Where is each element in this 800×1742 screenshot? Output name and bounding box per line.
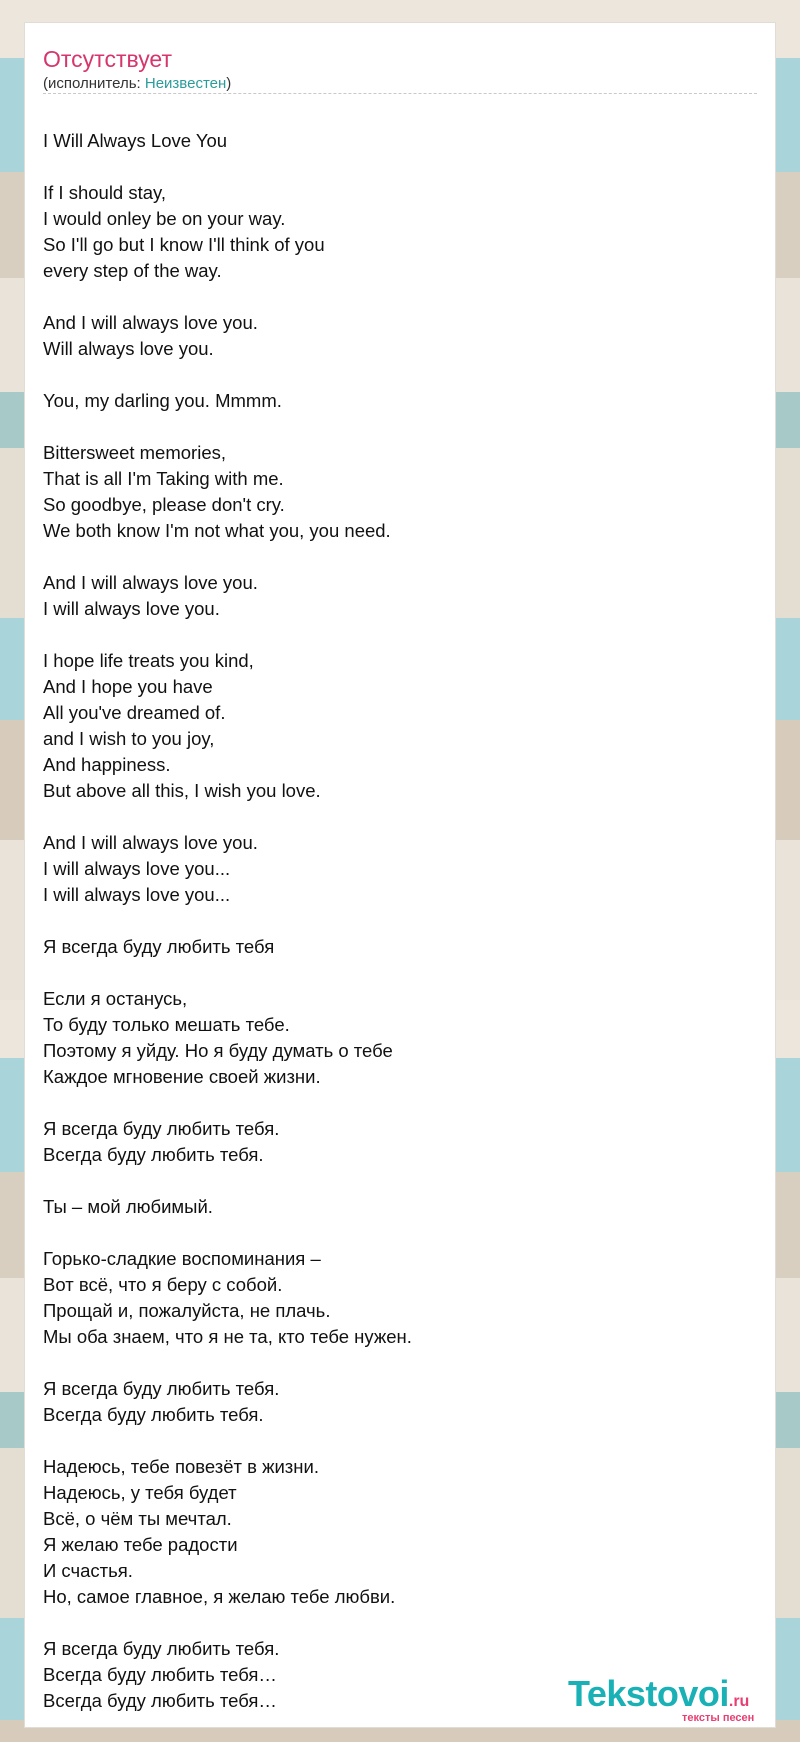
lyric-line: You, my darling you. Mmmm. bbox=[43, 390, 282, 411]
lyric-line: and I wish to you joy, bbox=[43, 728, 215, 749]
lyric-line: I Will Always Love You bbox=[43, 130, 228, 151]
lyric-line: If I should stay, bbox=[43, 182, 167, 203]
lyric-line bbox=[43, 1168, 757, 1194]
lyrics-text bbox=[43, 128, 757, 1714]
lyric-line: То буду только мешать тебе. bbox=[43, 1014, 290, 1035]
lyric-line: That is all I'm Taking with me. bbox=[43, 468, 284, 489]
lyric-line: И счастья. bbox=[43, 1560, 133, 1581]
lyric-line: Прощай и, пожалуйста, не плачь. bbox=[43, 1300, 331, 1321]
lyric-line: Но, самое главное, я желаю тебе любви. bbox=[43, 1586, 396, 1607]
lyric-line: I would onley be on your way. bbox=[43, 208, 286, 229]
lyric-line: I will always love you... bbox=[43, 858, 231, 879]
lyric-line: So I'll go but I know I'll think of you bbox=[43, 234, 325, 255]
lyrics-card bbox=[24, 22, 776, 1728]
lyric-line bbox=[43, 804, 757, 830]
lyric-line: I will always love you... bbox=[43, 884, 231, 905]
lyric-line: Мы оба знаем, что я не та, кто тебе нужен. bbox=[43, 1326, 412, 1347]
song-header bbox=[43, 45, 757, 94]
lyric-line: Will always love you. bbox=[43, 338, 214, 359]
lyric-line bbox=[43, 960, 757, 986]
lyric-line bbox=[43, 362, 757, 388]
lyric-line bbox=[43, 1428, 757, 1454]
lyric-line: All you've dreamed of. bbox=[43, 702, 226, 723]
lyric-line: Вот всё, что я беру с собой. bbox=[43, 1274, 283, 1295]
lyric-line: Если я останусь, bbox=[43, 988, 188, 1009]
lyric-line: every step of the way. bbox=[43, 260, 222, 281]
lyric-line bbox=[43, 622, 757, 648]
header-divider bbox=[43, 93, 757, 94]
lyric-line bbox=[43, 414, 757, 440]
lyric-line: Я всегда буду любить тебя. bbox=[43, 1378, 280, 1399]
lyric-line bbox=[43, 544, 757, 570]
lyric-line: Я желаю тебе радости bbox=[43, 1534, 238, 1555]
lyric-line: So goodbye, please don't cry. bbox=[43, 494, 285, 515]
logo-wordmark: Tekstovoi bbox=[568, 1673, 729, 1714]
site-logo[interactable] bbox=[568, 1673, 755, 1724]
artist-prefix: (исполнитель: bbox=[43, 75, 145, 92]
logo-tld: .ru bbox=[728, 1693, 750, 1710]
lyric-line: Всегда буду любить тебя… bbox=[43, 1664, 277, 1685]
lyric-line: Всегда буду любить тебя. bbox=[43, 1404, 264, 1425]
lyric-line: We both know I'm not what you, you need. bbox=[43, 520, 391, 541]
lyric-line: And I will always love you. bbox=[43, 312, 258, 333]
lyric-line: Всё, о чём ты мечтал. bbox=[43, 1508, 232, 1529]
artist-line bbox=[43, 74, 757, 94]
lyric-line: Надеюсь, тебе повезёт в жизни. bbox=[43, 1456, 319, 1477]
lyric-line: And happiness. bbox=[43, 754, 171, 775]
lyric-line bbox=[43, 908, 757, 934]
lyric-line bbox=[43, 154, 757, 180]
lyric-line: Ты – мой любимый. bbox=[43, 1196, 213, 1217]
lyric-line bbox=[43, 1090, 757, 1116]
lyric-line: Я всегда буду любить тебя. bbox=[43, 1638, 280, 1659]
lyric-line: And I will always love you. bbox=[43, 572, 258, 593]
lyric-line: And I will always love you. bbox=[43, 832, 258, 853]
lyric-line: I will always love you. bbox=[43, 598, 220, 619]
lyric-line: Я всегда буду любить тебя. bbox=[43, 1118, 280, 1139]
lyric-line: Поэтому я уйду. Но я буду думать о тебе bbox=[43, 1040, 393, 1061]
lyric-line: But above all this, I wish you love. bbox=[43, 780, 321, 801]
lyric-line: Bittersweet memories, bbox=[43, 442, 226, 463]
lyric-line bbox=[43, 1350, 757, 1376]
song-title: Отсутствует bbox=[43, 46, 172, 72]
lyric-line bbox=[43, 1610, 757, 1636]
logo-tagline: тексты песен bbox=[682, 1712, 755, 1724]
lyric-line: Каждое мгновение своей жизни. bbox=[43, 1066, 321, 1087]
lyric-line: Я всегда буду любить тебя bbox=[43, 936, 275, 957]
artist-suffix: ) bbox=[226, 75, 232, 92]
lyric-line: Всегда буду любить тебя. bbox=[43, 1144, 264, 1165]
lyric-line: Надеюсь, у тебя будет bbox=[43, 1482, 237, 1503]
lyric-line: I hope life treats you kind, bbox=[43, 650, 254, 671]
lyric-line: And I hope you have bbox=[43, 676, 213, 697]
artist-link[interactable]: Неизвестен bbox=[144, 75, 227, 92]
lyric-line bbox=[43, 284, 757, 310]
lyric-line: Горько-сладкие воспоминания – bbox=[43, 1248, 321, 1269]
lyric-line bbox=[43, 1220, 757, 1246]
lyric-line: Всегда буду любить тебя… bbox=[43, 1690, 277, 1711]
